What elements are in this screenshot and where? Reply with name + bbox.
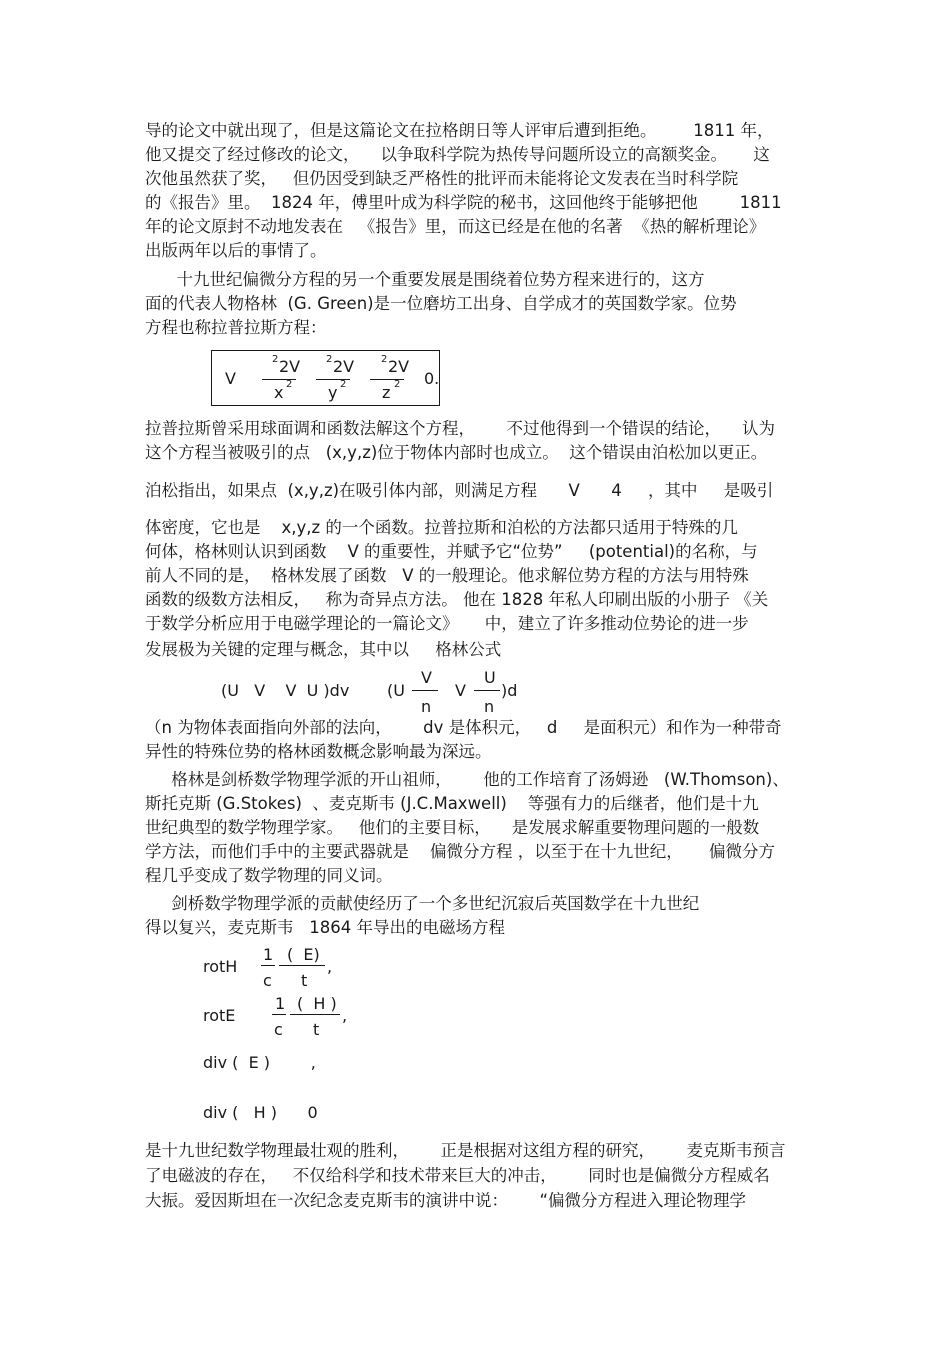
text-line: 发展极为关键的定理与概念，其中以 格林公式 bbox=[145, 640, 502, 659]
equation-end: , bbox=[342, 1006, 348, 1025]
numerator: 2V bbox=[279, 357, 301, 376]
text-line: （n 为物体表面指向外部的法向， dv 是体积元， d 是面积元）和作为一种带奇 bbox=[145, 718, 782, 737]
text-line: 前人不同的是， 格林发展了函数 V 的一般理论。他求解位势方程的方法与用特殊 bbox=[145, 566, 749, 585]
fraction-numerator: ( H ) bbox=[297, 994, 337, 1013]
text-line: 方程也称拉普拉斯方程： bbox=[145, 318, 327, 337]
numerator: 2V bbox=[388, 357, 410, 376]
denominator: x bbox=[274, 383, 284, 402]
fraction-denominator: c bbox=[274, 1020, 283, 1039]
text-line: 了电磁波的存在， 不仅给科学和技术带来巨大的冲击， 同时也是偏微分方程威名 bbox=[145, 1166, 770, 1185]
formula-right-close: )d bbox=[501, 681, 518, 700]
equation-lhs: rotE bbox=[203, 1006, 236, 1025]
fraction-bar bbox=[474, 690, 500, 691]
text-line: 函数的级数方法相反， 称为奇异点方法。 他在 1828 年私人印刷出版的小册子 《关 bbox=[145, 590, 769, 609]
formula-left: (U V V U )dv bbox=[221, 681, 350, 700]
text-line: 学方法，而他们手中的主要武器就是 偏微分方程 ，以至于在十九世纪， 偏微分方 bbox=[145, 842, 775, 861]
text-line: 的《报告》里。 1824 年，傅里叶成为科学院的秘书，这回他终于能够把他 1811 bbox=[145, 193, 782, 212]
text-line: 他又提交了经过修改的论文， 以争取科学院为热传导问题所设立的高额奖金。 这 bbox=[145, 145, 770, 164]
fraction-denominator: t bbox=[313, 1020, 320, 1039]
text-line: 导的论文中就出现了，但是这篇论文在拉格朗日等人评审后遭到拒绝。 1811 年， bbox=[145, 121, 774, 140]
numerator: 2V bbox=[333, 357, 355, 376]
denominator: y bbox=[328, 383, 338, 402]
text-line: 世纪典型的数学物理学家。 他们的主要目标， 是发展求解重要物理问题的一般数 bbox=[145, 818, 760, 837]
text-line: 这个方程当被吸引的点 (x,y,z)位于物体内部时也成立。 这个错误由泊松加以更正。 bbox=[145, 443, 768, 462]
fraction-numerator: 1 bbox=[263, 945, 274, 964]
text-line: 泊松指出，如果点 (x,y,z)在吸引体内部，则满足方程 V 4 ，其中 是吸引 bbox=[145, 481, 774, 500]
text-line: 年的论文原封不动地发表在 《报告》里，而这已经是在他的名著 《热的解析理论》 bbox=[145, 217, 766, 236]
text-line: 是十九世纪数学物理最壮观的胜利， 正是根据对这组方程的研究， 麦克斯韦预言 bbox=[145, 1141, 786, 1160]
text-line: 于数学分析应用于电磁学理论的一篇论文》 中，建立了许多推动位势论的进一步 bbox=[145, 614, 749, 633]
fraction-denominator: c bbox=[263, 971, 272, 990]
superscript: 2 bbox=[326, 354, 333, 365]
fraction-bar bbox=[290, 1014, 340, 1015]
equation-lhs: rotH bbox=[203, 957, 238, 976]
text-line: 异性的特殊位势的格林函数概念影响最为深远。 bbox=[145, 742, 492, 761]
superscript: 2 bbox=[272, 354, 279, 365]
fraction-denominator: n bbox=[421, 697, 432, 716]
fraction-numerator: V bbox=[421, 668, 432, 687]
fraction-denominator: t bbox=[301, 971, 308, 990]
text-line: 程几乎变成了数学物理的同义词。 bbox=[145, 866, 393, 885]
text-line: 拉普拉斯曾采用球面调和函数法解这个方程， 不过他得到一个错误的结论， 认为 bbox=[145, 419, 775, 438]
equation-end: , bbox=[327, 957, 333, 976]
equation-lhs: V bbox=[225, 369, 236, 388]
superscript: 2 bbox=[340, 379, 347, 390]
text-line: 十九世纪偏微分方程的另一个重要发展是围绕着位势方程来进行的，这方 bbox=[145, 270, 705, 289]
text-line: 大振。爱因斯坦在一次纪念麦克斯韦的演讲中说： “偏微分方程进入理论物理学 bbox=[145, 1191, 747, 1210]
formula-mid: V bbox=[455, 681, 466, 700]
text-line: 斯托克斯 (G.Stokes) 、麦克斯韦 (J.C.Maxwell) 等强有力的后继者，他们是十九 bbox=[145, 794, 759, 813]
fraction-numerator: 1 bbox=[275, 994, 286, 1013]
text-line: 出版两年以后的事情了。 bbox=[145, 241, 327, 260]
denominator: z bbox=[382, 383, 391, 402]
fraction-numerator: ( E) bbox=[287, 945, 320, 964]
equation-divergence-h: div ( H ) 0 bbox=[203, 1103, 318, 1122]
formula-right-open: (U bbox=[387, 681, 405, 700]
text-line: 何体，格林则认识到函数 V 的重要性，并赋予它“位势” (potential)的名称，与 bbox=[145, 542, 758, 561]
fraction-denominator: n bbox=[484, 697, 495, 716]
superscript: 2 bbox=[381, 354, 388, 365]
text-line: 次他虽然获了奖， 但仍因受到缺乏严格性的批评而未能将论文发表在当时科学院 bbox=[145, 169, 739, 188]
fraction-bar bbox=[412, 690, 438, 691]
text-line: 格林是剑桥数学物理学派的开山祖师， 他的工作培育了汤姆逊 (W.Thomson)、 bbox=[145, 770, 789, 789]
text-line: 体密度，它也是 x,y,z 的一个函数。拉普拉斯和泊松的方法都只适用于特殊的几 bbox=[145, 518, 738, 537]
superscript: 2 bbox=[394, 379, 401, 390]
text-line: 得以复兴，麦克斯韦 1864 年导出的电磁场方程 bbox=[145, 918, 505, 937]
fraction-numerator: U bbox=[484, 668, 496, 687]
text-line: 剑桥数学物理学派的贡献使经历了一个多世纪沉寂后英国数学在十九世纪 bbox=[145, 894, 700, 913]
fraction-bar bbox=[261, 965, 275, 966]
text-line: 面的代表人物格林 (G. Green)是一位磨坊工出身、自学成才的英国数学家。位势 bbox=[145, 294, 737, 313]
fraction-bar bbox=[279, 965, 325, 966]
equation-rhs: 0. bbox=[424, 369, 440, 388]
equation-divergence-e: div ( E ) , bbox=[203, 1053, 316, 1072]
fraction-bar bbox=[272, 1014, 286, 1015]
superscript: 2 bbox=[286, 379, 293, 390]
